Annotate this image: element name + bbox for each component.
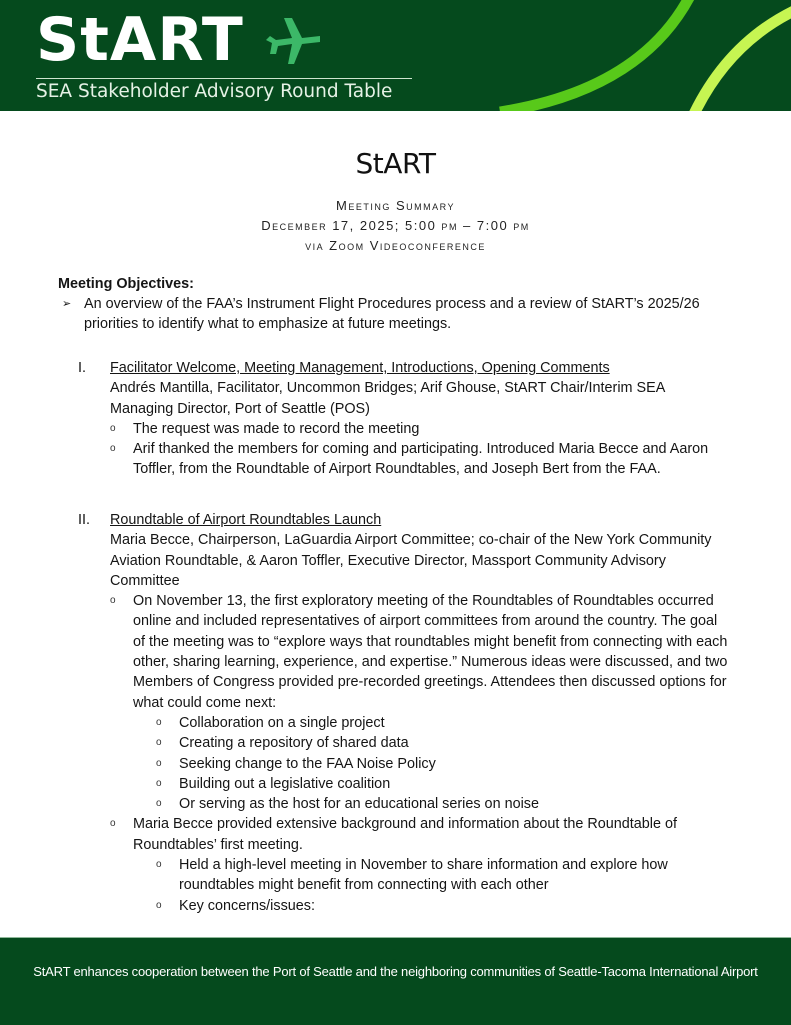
sub-list-item bbox=[156, 855, 730, 896]
list-item-text: Held a high-level meeting in November to share information and explore how roundtables might benefit from connecting with each other bbox=[179, 857, 668, 894]
footer-banner bbox=[0, 937, 791, 1025]
meeting-summary-label: Meeting Summary bbox=[336, 198, 455, 213]
list-item-text: Collaboration on a single project bbox=[179, 714, 385, 731]
list-item-text: Seeking change to the FAA Noise Policy bbox=[179, 755, 436, 772]
circle-bullet-icon: o bbox=[110, 443, 116, 455]
circle-bullet-icon: o bbox=[156, 777, 162, 789]
meeting-venue: via Zoom Videoconference bbox=[305, 238, 486, 253]
list-item-text: Creating a repository of shared data bbox=[179, 735, 409, 752]
list-item-text: Key concerns/issues: bbox=[179, 897, 315, 914]
section-title: Facilitator Welcome, Meeting Management, Introductions, Opening Comments bbox=[110, 360, 610, 376]
sub-list-item bbox=[156, 794, 730, 814]
circle-bullet-icon: o bbox=[156, 899, 162, 911]
objectives-heading: Meeting Objectives: bbox=[58, 276, 194, 292]
arrowhead-bullet-icon: ➢ bbox=[62, 298, 72, 310]
logo-divider bbox=[36, 78, 412, 79]
section-presenters: Andrés Mantilla, Facilitator, Uncommon Bridges; Arif Ghouse, StART Chair/Interim SEA Managing Director, Port of Seattle (POS) bbox=[110, 380, 665, 417]
airplane-icon bbox=[262, 16, 322, 66]
objective-item bbox=[58, 294, 738, 335]
header-banner bbox=[0, 0, 791, 111]
list-item-text: Or serving as the host for an educational series on noise bbox=[179, 796, 539, 813]
circle-bullet-icon: o bbox=[110, 818, 116, 830]
circle-bullet-icon: o bbox=[156, 716, 162, 728]
sub-list-item bbox=[156, 774, 730, 794]
footer-text: StART enhances cooperation between the Port of Seattle and the neighboring communities of Seattle-Tacoma International Airport bbox=[33, 964, 758, 979]
list-item-text: On November 13, the first exploratory meeting of the Roundtables of Roundtables occurred online and included representatives of airport committees from around the country. The goal of the meeting was to “explore ways that roundtables might benefit from connecting with each other, sharing learning, experience, and expertise.” Numerous ideas were discussed, and two Members of Congress provided pre-recorded greetings. Attendees then discussed options for what could come next: bbox=[133, 593, 728, 711]
sub-bullet-list bbox=[156, 713, 730, 814]
sub-list-item bbox=[156, 733, 730, 753]
tagline: SEA Stakeholder Advisory Round Table bbox=[36, 81, 393, 102]
sub-bullet-list bbox=[156, 855, 730, 916]
circle-bullet-icon: o bbox=[156, 737, 162, 749]
list-item-text: Maria Becce provided extensive background and information about the Roundtable of Roundtables’ first meeting. bbox=[133, 816, 677, 853]
list-item bbox=[110, 439, 730, 480]
objective-text: An overview of the FAA’s Instrument Flight Procedures process and a review of StART’s 2025/26 priorities to identify what to emphasize at future meetings. bbox=[84, 296, 700, 333]
bullet-list bbox=[110, 419, 730, 480]
list-item bbox=[110, 419, 730, 439]
sub-list-item bbox=[156, 896, 730, 916]
circle-bullet-icon: o bbox=[156, 757, 162, 769]
circle-bullet-icon: o bbox=[156, 859, 162, 871]
curve-lime bbox=[694, 8, 791, 111]
document-title: StART bbox=[355, 147, 436, 180]
circle-bullet-icon: o bbox=[110, 422, 116, 434]
circle-bullet-icon: o bbox=[156, 798, 162, 810]
sub-list-item bbox=[156, 713, 730, 733]
section-numeral: I. bbox=[78, 360, 86, 376]
sub-list-item bbox=[156, 754, 730, 774]
section-presenters: Maria Becce, Chairperson, LaGuardia Airport Committee; co-chair of the New York Community Aviation Roundtable, & Aaron Toffler, Executive Director, Massport Community Advisory Committee bbox=[110, 532, 712, 589]
list-item-text: Building out a legislative coalition bbox=[179, 775, 391, 792]
curve-green bbox=[500, 0, 690, 111]
meeting-date-time: December 17, 2025; 5:00 pm – 7:00 pm bbox=[261, 218, 530, 233]
list-item-text: The request was made to record the meeting bbox=[133, 420, 420, 437]
bullet-list bbox=[110, 591, 730, 916]
list-item bbox=[110, 591, 730, 814]
circle-bullet-icon: o bbox=[110, 595, 116, 607]
list-item-text: Arif thanked the members for coming and participating. Introduced Maria Becce and Aaron Toffler, from the Roundtable of Airport Roundtables, and Joseph Bert from the FAA. bbox=[133, 441, 709, 478]
logo-text: StART bbox=[36, 5, 244, 75]
section-title: Roundtable of Airport Roundtables Launch bbox=[110, 512, 382, 528]
title-block bbox=[0, 146, 791, 256]
list-item bbox=[110, 814, 730, 915]
section-numeral: II. bbox=[78, 512, 90, 528]
